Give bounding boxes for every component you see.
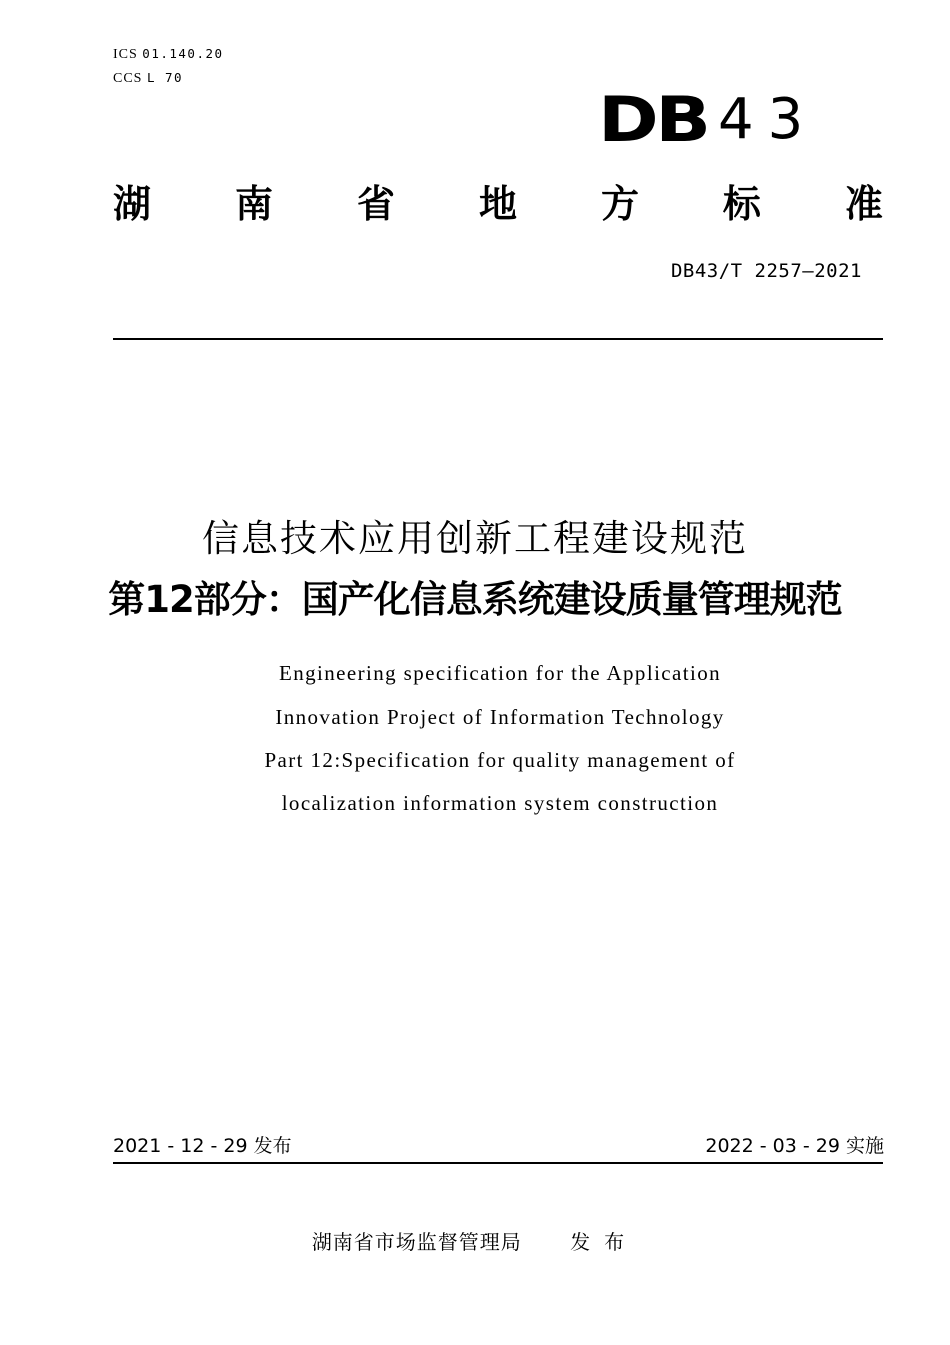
standard-type-char: 地	[478, 182, 517, 226]
standard-type-char: 标	[722, 182, 761, 226]
ics-code: 01.140.20	[142, 46, 224, 61]
standard-type-char: 方	[600, 182, 639, 226]
bottom-divider	[113, 1162, 883, 1164]
region-code: 43	[718, 87, 818, 152]
title-en-line-3: Part 12:Specification for quality management of	[264, 748, 736, 772]
db-standard-mark	[598, 83, 818, 156]
ccs-code-line	[113, 70, 183, 87]
title-cn-line-2: 第12部分：国产化信息系统建设质量管理规范	[108, 578, 842, 621]
title-en-line-4: localization information system construction	[281, 791, 719, 815]
db-logo: DB	[598, 83, 708, 156]
issue-date: 2021 - 12 - 29 发布	[113, 1135, 292, 1157]
publisher-action: 发布	[570, 1230, 639, 1254]
top-divider	[113, 338, 883, 340]
standard-type-char: 省	[356, 182, 395, 226]
implementation-date: 2022 - 03 - 29 实施	[705, 1135, 884, 1157]
standard-type-char: 湖	[113, 182, 152, 226]
standard-number: DB43/T 2257—2021	[670, 260, 862, 282]
title-en-line-2: Innovation Project of Information Technology	[275, 705, 725, 729]
ccs-label: CCS	[113, 71, 143, 86]
ics-label: ICS	[113, 47, 138, 62]
standard-type-char: 准	[844, 182, 883, 226]
ics-code-line	[113, 46, 224, 63]
publisher-org: 湖南省市场监督管理局	[311, 1230, 522, 1254]
publisher	[0, 1228, 950, 1256]
ccs-code: L 70	[146, 70, 184, 85]
standard-type-char: 南	[234, 182, 273, 226]
title-cn-line-1: 信息技术应用创新工程建设规范	[202, 517, 748, 560]
standard-type	[113, 180, 883, 228]
title-en-line-1: Engineering specification for the Application	[278, 661, 722, 685]
